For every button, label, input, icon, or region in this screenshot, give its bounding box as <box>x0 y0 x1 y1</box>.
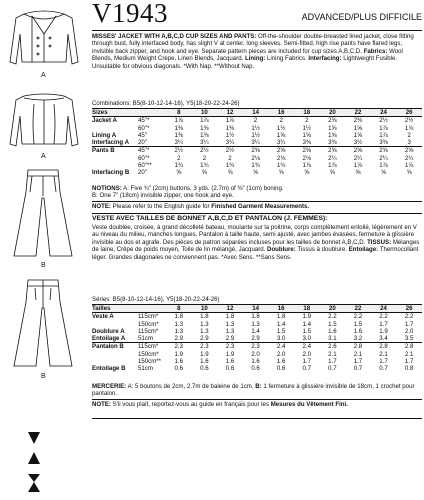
yardage-cell: 1⅞ <box>353 162 363 170</box>
note-bold: Finished Garment Measurements. <box>211 203 310 210</box>
doublure-text: Tissus à doublure. <box>297 246 347 254</box>
row-label: Veste A <box>92 313 114 321</box>
size-header-cell: 10 <box>192 305 218 313</box>
fabric-width: 20" <box>138 139 147 147</box>
technical-drawings <box>0 0 90 500</box>
yardage-cell: 2.2 <box>379 313 388 321</box>
yardage-cell: 3⅜ <box>302 139 311 147</box>
yardage-cell: 3.1 <box>328 335 337 343</box>
jacket-back-drawing <box>2 86 86 152</box>
yardage-cell: 3.2 <box>353 335 363 343</box>
yardage-cell: ⅝ <box>381 169 387 177</box>
yardage-cell: 1½ <box>302 124 311 132</box>
yardage-cell: 2 <box>305 117 309 125</box>
row-label <box>92 321 138 328</box>
french-note-label: NOTE: <box>92 401 111 408</box>
yardage-cell: 2.8 <box>345 343 371 351</box>
yardage-cell: 1¾ <box>225 162 235 170</box>
fabric-width: 51cm <box>138 365 153 373</box>
yardage-cell: 1.7 <box>379 358 388 366</box>
yardage-cell: 2.0 <box>251 350 260 358</box>
yardage-cell: 2.8 <box>396 343 422 351</box>
yardage-cell: 2¼ <box>328 154 337 162</box>
header-divider <box>92 30 422 31</box>
yardage-cell: 3.0 <box>302 335 311 343</box>
yardage-cell: 1⅞ <box>379 162 388 170</box>
yardage-cell: 1⅜ <box>225 124 235 132</box>
french-note-bold: Mesures du Vêtement Fini. <box>270 401 348 408</box>
yardage-cell: 1.7 <box>404 320 414 328</box>
yardage-cell: 1⅞ <box>404 124 414 132</box>
table-row <box>92 117 422 125</box>
yardage-cell: ⅝ <box>278 169 284 177</box>
trim-marks-icon <box>26 430 42 498</box>
french-note <box>92 401 422 408</box>
table-row <box>92 139 422 147</box>
table-row <box>92 313 422 321</box>
yardage-cell: ⅝ <box>253 169 259 177</box>
yardage-cell: 2⅝ <box>396 147 422 155</box>
row-label: Lining A <box>92 131 117 139</box>
notions-text: A: Five ¾" (2cm) buttons, 3 yds. (2.7m) of ⅜" (1cm) boning. <box>123 185 284 192</box>
yardage-cell: 2.3 <box>217 343 243 351</box>
yardage-cell: 1.6 <box>353 327 363 335</box>
header <box>92 2 422 28</box>
yardage-cell: 2⅝ <box>371 147 397 155</box>
yardage-cell: ⅝ <box>329 169 335 177</box>
fabric-width: 150cm* <box>138 350 159 358</box>
yardage-cell: 1¾ <box>200 162 209 170</box>
yardage-cell: 0.7 <box>328 365 337 373</box>
yardage-cell: 1.7 <box>404 358 414 366</box>
row-label <box>92 351 138 358</box>
yardage-cell: 1½ <box>276 124 286 132</box>
yardage-cell: 1.5 <box>302 327 311 335</box>
fabrics-text: Wool Blends, Medium Weight Crepe, Linen Blends, Jacquard. <box>92 47 403 63</box>
entoilage-text: Thermocollant léger. Grandes diagonales ne conviennent pas. *Avec Sens. **Sans Sens. <box>92 246 419 261</box>
row-label: Interfacing B <box>92 169 130 177</box>
size-header-cell: 18 <box>294 305 320 313</box>
row-label <box>92 358 138 365</box>
table-row <box>92 169 422 176</box>
doublure-label: Doublure: <box>267 246 296 254</box>
size-header-row <box>92 305 422 313</box>
yardage-cell: 1⅝ <box>328 124 337 132</box>
pattern-number: V1943 <box>92 0 168 28</box>
yardage-cell: 2¼ <box>379 154 388 162</box>
yardage-cell: 1⅞ <box>225 117 235 125</box>
yardage-cell: 3¼ <box>225 139 235 147</box>
yardage-cell: 2⅝ <box>320 147 346 155</box>
table-row <box>92 162 422 169</box>
size-header-cell: 8 <box>166 305 192 313</box>
yardage-cell: 1½ <box>225 131 235 139</box>
yardage-cell: 1⅝ <box>276 131 286 139</box>
table-row <box>92 155 422 162</box>
yardage-cell: 0.6 <box>174 365 184 373</box>
yardage-cell: 1.4 <box>251 327 260 335</box>
yardage-cell: 1¾ <box>251 162 260 170</box>
yardage-cell: 1.8 <box>225 313 235 321</box>
yardage-cell: ⅝ <box>304 169 310 177</box>
yardage-cell: 1.3 <box>251 320 260 328</box>
fabric-width: 115cm* <box>138 343 166 351</box>
size-header-cell: 16 <box>268 109 294 117</box>
yardage-cell: 1.7 <box>353 358 363 366</box>
yardage-cell: 1.8 <box>276 313 286 321</box>
table-row <box>92 351 422 358</box>
pants-front-drawing <box>10 168 76 260</box>
yardage-cell: 3 <box>407 139 411 147</box>
lining-label: Lining: <box>245 55 266 63</box>
size-header-cell: 26 <box>396 109 422 117</box>
yardage-cell: 1⅜ <box>174 124 184 132</box>
size-header-cell: 22 <box>345 109 371 117</box>
yardage-cell: 1⅞ <box>328 162 337 170</box>
english-notions <box>92 185 422 200</box>
interfacing-label: Interfacing: <box>308 55 342 63</box>
table-row <box>92 335 422 343</box>
yardage-cell: 2.2 <box>353 313 363 321</box>
size-header-cell: 22 <box>345 305 371 313</box>
section-divider <box>92 213 422 214</box>
size-header-cell: 20 <box>320 109 346 117</box>
english-yardage-table <box>92 108 422 177</box>
yardage-cell: 2.0 <box>404 327 414 335</box>
yardage-cell: 3⅜ <box>379 139 388 147</box>
yardage-cell: 2.6 <box>320 343 346 351</box>
yardage-cell: 0.7 <box>379 365 388 373</box>
yardage-cell: 1⅜ <box>200 131 209 139</box>
figure-label-jacket-front: A <box>41 72 46 79</box>
notions-label: NOTIONS: <box>92 185 122 192</box>
yardage-cell: 2½ <box>166 147 192 155</box>
yardage-cell: 1.5 <box>328 320 337 328</box>
row-label: Entoilage A <box>92 335 126 343</box>
yardage-cell: 1.6 <box>225 358 235 366</box>
yardage-cell: 1.3 <box>225 327 235 335</box>
figure-label-jacket-back: A <box>41 153 46 160</box>
yardage-cell: 1⅜ <box>174 131 184 139</box>
yardage-cell: 2½ <box>379 117 388 125</box>
yardage-cell: 3.5 <box>404 335 414 343</box>
size-header-cell: 12 <box>217 305 243 313</box>
pants-back-drawing <box>10 278 76 370</box>
yardage-cell: 3.4 <box>379 335 388 343</box>
row-label: Pantalon B <box>92 343 138 351</box>
yardage-cell: 2.4 <box>294 343 320 351</box>
yardage-cell: 0.8 <box>404 365 414 373</box>
yardage-cell: 3.0 <box>276 335 286 343</box>
yardage-cell: 2.1 <box>404 350 414 358</box>
size-header-cell: 24 <box>371 305 397 313</box>
fabric-width: 51cm <box>138 335 153 343</box>
yardage-cell: 1⅝ <box>353 131 363 139</box>
fabric-width: 115cm* <box>138 327 159 335</box>
yardage-cell: 2.0 <box>276 350 286 358</box>
size-header-cell: 16 <box>268 305 294 313</box>
table-row <box>92 358 422 365</box>
english-title: MISSES' JACKET WITH A,B,C,D CUP SIZES AND PANTS: <box>92 33 257 40</box>
size-header-label: Tailles <box>92 305 166 313</box>
row-label: Entoilage B <box>92 365 126 373</box>
yardage-cell: 0.7 <box>353 365 363 373</box>
yardage-cell: 1½ <box>251 131 260 139</box>
yardage-cell: 1.5 <box>276 327 286 335</box>
yardage-cell: 3¼ <box>251 139 260 147</box>
yardage-cell: 2.8 <box>371 343 397 351</box>
french-yardage-table <box>92 304 422 373</box>
yardage-cell: 2 <box>228 154 232 162</box>
yardage-cell: 1.7 <box>379 320 388 328</box>
yardage-cell: 3¼ <box>174 139 184 147</box>
table-row <box>92 343 422 351</box>
yardage-cell: 2⅝ <box>345 147 371 155</box>
mercerie-b-text: 1 fermeture à glissière invisible de 18cm, 1 crochet pour pantalon. <box>92 383 415 398</box>
yardage-cell: 0.6 <box>200 365 209 373</box>
french-description <box>92 224 422 261</box>
mercerie-text: A: 5 boutons de 2cm, 2.7m de baleine de 1cm. <box>127 383 254 390</box>
yardage-cell: 1⅝ <box>328 131 337 139</box>
notions-divider <box>92 201 422 202</box>
row-label: Jacket A <box>92 117 117 125</box>
yardage-cell: 1.8 <box>200 313 209 321</box>
fabric-width: 115cm* <box>138 313 159 321</box>
figure-label-pants-back: B <box>41 373 46 380</box>
fabric-width: 150cm** <box>138 358 162 366</box>
yardage-cell: 1½ <box>251 124 260 132</box>
tissus-text: Mélanges de laine, Crêpe de poids moyen, Toile de lin mélangé, Jacquard. <box>92 238 420 254</box>
french-note-text: S'il vous plaît, reportez-vous au guide en français pour les <box>112 401 269 408</box>
yardage-cell: 2½ <box>404 117 414 125</box>
yardage-cell: 2.9 <box>225 335 235 343</box>
lining-text: Lining Fabrics. <box>267 55 307 63</box>
fabric-width: 20" <box>138 169 147 177</box>
yardage-cell: 2 <box>202 154 207 162</box>
yardage-cell: 1.8 <box>251 313 260 321</box>
yardage-cell: 2.1 <box>328 350 337 358</box>
yardage-cell: ⅝ <box>406 169 412 177</box>
yardage-cell: 1.4 <box>276 320 286 328</box>
yardage-cell: 1⅞ <box>379 131 388 139</box>
yardage-cell: 2⅛ <box>251 154 260 162</box>
yardage-cell: 1.6 <box>200 358 209 366</box>
yardage-cell: 3⅜ <box>328 139 337 147</box>
yardage-cell: 2.0 <box>302 350 311 358</box>
yardage-cell: 1.3 <box>174 327 184 335</box>
size-header-cell: 14 <box>243 305 269 313</box>
yardage-cell: 1.7 <box>302 358 311 366</box>
difficulty-level: ADVANCED/PLUS DIFFICILE <box>301 12 422 22</box>
yardage-cell: 2 <box>279 117 283 125</box>
yardage-cell: 1⅞ <box>404 162 414 170</box>
yardage-cell: 2 <box>253 117 258 125</box>
table-row <box>92 321 422 328</box>
yardage-cell: 1.9 <box>200 350 209 358</box>
yardage-cell: 2.9 <box>174 335 184 343</box>
yardage-cell: 1⅞ <box>174 117 184 125</box>
size-header-cell: 20 <box>320 305 346 313</box>
yardage-cell: ⅝ <box>201 169 207 177</box>
notions-b-text: B: One 7" (18cm) invisible zipper, one hook and eye. <box>92 192 234 200</box>
yardage-cell: 1⅝ <box>353 124 363 132</box>
row-label: Doublure A <box>92 327 125 335</box>
english-description <box>92 33 422 70</box>
french-title: VESTE AVEC TAILLES DE BONNET A,B,C,D ET PANTALON (J. FEMMES): <box>92 215 328 222</box>
french-mercerie <box>92 383 422 398</box>
yardage-cell: 2¼ <box>353 154 363 162</box>
yardage-cell: 3¼ <box>200 139 209 147</box>
yardage-cell: 2⅝ <box>268 147 294 155</box>
size-header-cell: 18 <box>294 109 320 117</box>
yardage-cell: 1⅞ <box>302 162 311 170</box>
combinations: Combinations: B5(8-10-12-14-16), Y5(18-20-22-24-26) <box>92 100 240 107</box>
fabrics-label: Fabrics: <box>363 47 388 55</box>
yardage-cell: 2⅛ <box>302 154 311 162</box>
row-label <box>92 125 138 132</box>
interfacing-text: Lightweight Fusible. Unsuitable for obvious diagonals. *With Nap. **Without Nap. <box>92 55 398 70</box>
yardage-cell: 2½ <box>192 147 218 155</box>
note-text: Please refer to the English guide for <box>112 203 210 210</box>
yardage-cell: 2⅜ <box>328 117 337 125</box>
yardage-cell: 1.6 <box>251 358 260 366</box>
yardage-cell: 2½ <box>217 147 243 155</box>
yardage-cell: 2 <box>177 154 181 162</box>
mercerie-divider <box>92 399 422 400</box>
entoilage-label: Entoilage: <box>348 246 379 254</box>
yardage-cell: ⅝ <box>176 169 182 177</box>
yardage-cell: 1.8 <box>174 313 184 321</box>
yardage-cell: 1.4 <box>302 320 311 328</box>
size-header-cell: 12 <box>217 109 243 117</box>
yardage-cell: 1.3 <box>225 320 235 328</box>
yardage-cell: 1.7 <box>328 358 337 366</box>
yardage-cell: 0.6 <box>225 365 235 373</box>
size-header-row <box>92 109 422 117</box>
yardage-cell: 1⅝ <box>302 131 311 139</box>
yardage-cell: 2.1 <box>379 350 388 358</box>
yardage-cell: 2.3 <box>166 343 192 351</box>
yardage-cell: 1.3 <box>174 320 184 328</box>
row-label <box>92 155 138 162</box>
yardage-cell: 2.1 <box>353 350 363 358</box>
yardage-cell: 1.6 <box>276 358 286 366</box>
figure-label-pants-front: B <box>41 262 46 269</box>
series: Séries: B5(8-10-12-14-16), Y5(18-20-22-24-26) <box>92 296 220 303</box>
fabric-width: 150cm* <box>138 320 159 328</box>
yardage-cell: 2.2 <box>404 313 414 321</box>
row-label: Pants B <box>92 147 138 155</box>
yardage-cell: 1.9 <box>379 327 388 335</box>
fabric-width: 60"* <box>138 124 150 132</box>
size-header-cell: 8 <box>166 109 192 117</box>
fabric-width: 45"* <box>138 117 150 125</box>
yardage-cell: 2.2 <box>328 313 337 321</box>
yardage-cell: 1¾ <box>276 162 286 170</box>
yardage-cell: 1⅞ <box>200 117 209 125</box>
yardage-cell: 0.6 <box>276 365 286 373</box>
yardage-cell: 1.9 <box>225 350 235 358</box>
footer-divider <box>92 418 422 419</box>
table-row <box>92 132 422 139</box>
yardage-cell: 2.9 <box>200 335 209 343</box>
yardage-cell: 1.6 <box>328 327 337 335</box>
yardage-cell: 1⅞ <box>379 124 388 132</box>
yardage-cell: 1.3 <box>200 327 209 335</box>
table-row <box>92 365 422 372</box>
size-header-cell: 14 <box>243 109 269 117</box>
yardage-cell: 1.6 <box>174 358 184 366</box>
yardage-cell: 0.6 <box>251 365 260 373</box>
yardage-cell: 0.7 <box>302 365 311 373</box>
yardage-cell: 2.3 <box>243 343 269 351</box>
size-header-cell: 24 <box>371 109 397 117</box>
size-header-cell: 10 <box>192 109 218 117</box>
table-row <box>92 328 422 335</box>
yardage-cell: 2¼ <box>404 154 414 162</box>
note-label: NOTE: <box>92 203 111 210</box>
yardage-cell: 1.9 <box>174 350 184 358</box>
yardage-cell: 2⅜ <box>353 117 363 125</box>
english-note <box>92 203 422 210</box>
yardage-cell: 1⅜ <box>200 124 209 132</box>
french-description-text: Veste doublée, croisée, à grand décolleté bateau, moulante sur la poitrine, corps complètement entoilé, légèrement en V au niveau du milieu, manches longues. Pantalon à taille haute, semi ajusté, avec jambes évasées, fermeture à glissière invisible au dos et agrafe. Des pièces de patron séparées incluses pour les tailles de bonnet A,B,C,D. <box>92 224 417 246</box>
table-row <box>92 125 422 132</box>
tissus-label: TISSUS: <box>367 238 392 246</box>
yardage-cell: 2.9 <box>251 335 260 343</box>
yardage-cell: 3¼ <box>276 139 286 147</box>
row-label <box>92 162 138 169</box>
yardage-cell: 2⅝ <box>243 147 269 155</box>
yardage-cell: 2 <box>407 131 411 139</box>
english-description-text: Off-the-shoulder double-breasted lined jacket, close fitting through bust, fully interfaced body, has slight V at center, long sleeves. Semi-fitted, high rise pants have flared legs, invisible back zipper, and hook and eye. Separate pattern pieces are included for cup sizes A,B,C,D. <box>92 33 414 55</box>
row-label: Interfacing A <box>92 139 130 147</box>
yardage-cell: 2.3 <box>192 343 218 351</box>
yardage-cell: ⅝ <box>355 169 361 177</box>
size-header-cell: 26 <box>396 305 422 313</box>
jacket-front-drawing <box>2 4 86 70</box>
mercerie-b-label: B: <box>255 383 262 390</box>
yardage-cell: 3½ <box>353 139 363 147</box>
yardage-cell: 1.9 <box>302 313 311 321</box>
yardage-cell: 1¾ <box>174 162 184 170</box>
yardage-cell: 2.4 <box>268 343 294 351</box>
yardage-cell: 1.3 <box>200 320 209 328</box>
yardage-cell: 2⅛ <box>276 154 286 162</box>
yardage-cell: 2⅝ <box>294 147 320 155</box>
fabric-width: 60"** <box>138 162 152 170</box>
mercerie-label: MERCERIE: <box>92 383 127 390</box>
fabric-width: 60"* <box>138 154 150 162</box>
size-header-label: Sizes <box>92 109 166 117</box>
table-row <box>92 147 422 155</box>
yardage-cell: ⅝ <box>227 169 233 177</box>
fabric-width: 45"* <box>138 147 166 155</box>
fabric-width: 45" <box>138 131 147 139</box>
yardage-cell: 1.5 <box>353 320 363 328</box>
